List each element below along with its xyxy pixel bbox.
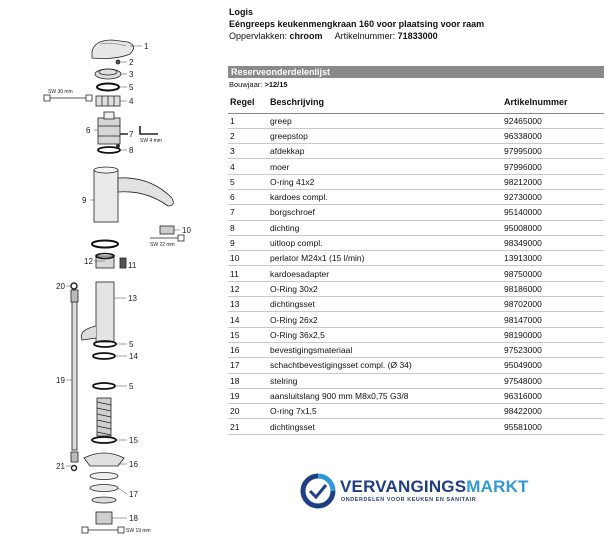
part-seal-set [71,452,78,471]
cell-beschrijving: kardoes compl. [268,189,502,204]
cell-beschrijving: schachtbevestigingsset compl. (Ø 34) [268,358,502,373]
cell-beschrijving: O-Ring 36x2,5 [268,327,502,342]
table-row [228,189,604,204]
table-row [228,159,604,174]
part-o-ring-top [97,84,119,91]
part-handle [92,40,134,59]
cell-beschrijving: afdekkap [268,144,502,159]
part-label: 12 [84,257,93,266]
part-o-ring-26 [93,353,115,359]
part-locking-screw [120,126,158,134]
surface-value: chroom [289,31,323,41]
cell-beschrijving: bevestigingsmateriaal [268,342,502,357]
article-label: Artikelnummer: [334,31,396,41]
cell-beschrijving: greepstop [268,128,502,143]
cell-regel: 13 [228,297,268,312]
cell-regel: 2 [228,128,268,143]
part-o-ring-36 [92,437,116,443]
cell-artikelnummer: 13913000 [502,251,604,266]
table-row [228,174,604,189]
table-row [228,297,604,312]
table-row [228,205,604,220]
cell-regel: 3 [228,144,268,159]
cell-artikelnummer: 95008000 [502,220,604,235]
cell-artikelnummer: 96316000 [502,388,604,403]
part-nut [96,96,120,106]
wrench-label: SW 30 mm [48,89,73,95]
cell-artikelnummer: 97548000 [502,373,604,388]
cell-artikelnummer: 97995000 [502,144,604,159]
cell-regel: 12 [228,281,268,296]
cell-beschrijving: perlator M24x1 (15 l/min) [268,251,502,266]
table-row [228,281,604,296]
part-label: 16 [129,460,138,469]
part-o-ring-lower [93,383,115,389]
table-row [228,388,604,403]
build-year-value: >12/15 [264,80,288,89]
part-label: 21 [56,462,65,471]
article-value: 71833000 [397,31,438,41]
column-header-regel: Regel [228,91,268,113]
part-label: 1 [144,42,149,51]
part-label: 13 [128,294,137,303]
part-label: 9 [82,196,87,205]
table-row [228,312,604,327]
cell-beschrijving: borgschroef [268,205,502,220]
part-label: 15 [129,436,138,445]
part-aerator [150,226,184,241]
cell-artikelnummer: 92730000 [502,189,604,204]
cell-regel: 20 [228,404,268,419]
table-row [228,342,604,357]
cell-regel: 15 [228,327,268,342]
cell-artikelnummer: 95140000 [502,205,604,220]
cell-artikelnummer: 98422000 [502,404,604,419]
part-label: 6 [86,126,91,135]
brand-name-part1: VERVANGINGS [340,477,467,496]
part-gasket [98,145,120,154]
build-year-label: Bouwjaar: [229,80,263,89]
part-label: 7 [129,130,134,139]
wrench-label: SW 22 mm [150,242,175,248]
cell-regel: 16 [228,342,268,357]
cell-artikelnummer: 95581000 [502,419,604,434]
part-cartridge [98,112,120,144]
part-handle-stop [116,60,120,64]
cell-regel: 6 [228,189,268,204]
wrench-label: SW 4 mm [140,138,162,144]
brand-name [340,477,529,497]
part-label: 18 [129,514,138,523]
table-row [228,235,604,250]
wrench-sw19-icon [82,527,124,533]
cell-artikelnummer: 98147000 [502,312,604,327]
table-row [228,144,604,159]
cell-artikelnummer: 98186000 [502,281,604,296]
cell-artikelnummer: 98190000 [502,327,604,342]
part-connection-hose [71,290,78,450]
table-row [228,251,604,266]
part-label: 17 [129,490,138,499]
surface-label: Oppervlakken: [229,31,288,41]
cell-beschrijving: O-Ring 30x2 [268,281,502,296]
document-header [229,6,599,42]
table-row [228,358,604,373]
cell-regel: 5 [228,174,268,189]
table-row [228,128,604,143]
cell-regel: 14 [228,312,268,327]
part-shaft-fixing-set [90,473,118,504]
build-year [229,80,288,90]
part-o-ring-mid [92,241,118,248]
cell-regel: 18 [228,373,268,388]
part-threaded-rod [97,398,111,436]
brand-mark-icon [300,473,336,509]
cell-beschrijving: dichtingsset [268,297,502,312]
wrench-sw30-icon [44,95,92,101]
cell-regel: 19 [228,388,268,403]
part-o-ring-small [71,283,77,289]
product-brand: Logis [229,7,253,17]
cell-artikelnummer: 98212000 [502,174,604,189]
part-label: 10 [182,226,191,235]
table-row [228,113,604,128]
part-label: 11 [128,261,137,270]
part-spout-body [94,167,173,222]
part-label: 3 [129,70,134,79]
cell-beschrijving: kardoesadapter [268,266,502,281]
table-row [228,404,604,419]
cell-beschrijving: stelring [268,373,502,388]
cell-regel: 1 [228,113,268,128]
spare-parts-table [228,91,604,435]
product-title: Eéngreeps keukenmengkraan 160 voor plaatsing voor raam [229,19,485,29]
spare-parts-table-body [228,113,604,434]
part-shaft [81,282,116,347]
cell-beschrijving: uitloop compl. [268,235,502,250]
cell-beschrijving: dichtingsset [268,419,502,434]
table-row [228,373,604,388]
table-row [228,266,604,281]
cell-artikelnummer: 98750000 [502,266,604,281]
cell-beschrijving: dichting [268,220,502,235]
cell-artikelnummer: 95049000 [502,358,604,373]
part-label: 19 [56,376,65,385]
table-row [228,419,604,434]
section-title-bar: Reserveonderdelenlijst [228,66,604,78]
cell-beschrijving: greep [268,113,502,128]
brand-tagline: ONDERDELEN VOOR KEUKEN EN SANITAIR [341,497,477,503]
brand-logo [300,471,529,511]
cell-regel: 10 [228,251,268,266]
part-cover-cap [95,69,121,79]
cell-artikelnummer: 96338000 [502,128,604,143]
cell-regel: 7 [228,205,268,220]
cell-beschrijving: moer [268,159,502,174]
column-header-beschrijving: Beschrijving [268,91,502,113]
cell-regel: 4 [228,159,268,174]
part-label: 20 [56,282,65,291]
table-row [228,327,604,342]
cell-beschrijving: aansluitslang 900 mm M8x0,75 G3/8 [268,388,502,403]
cell-artikelnummer: 92465000 [502,113,604,128]
exploded-parts-diagram [0,0,210,550]
cell-artikelnummer: 98349000 [502,235,604,250]
table-row [228,220,604,235]
part-label: 5 [129,83,134,92]
part-label: 8 [129,146,134,155]
product-meta [229,30,599,42]
part-adjusting-ring [96,512,112,524]
cell-artikelnummer: 97996000 [502,159,604,174]
brand-name-part2: MARKT [466,477,529,496]
cell-regel: 9 [228,235,268,250]
wrench-label: SW 19 mm [126,528,151,534]
cell-artikelnummer: 98702000 [502,297,604,312]
cell-regel: 21 [228,419,268,434]
part-label: 4 [129,97,134,106]
table-header-row [228,91,604,113]
part-label: 5 [129,382,134,391]
cell-beschrijving: O-ring 7x1,5 [268,404,502,419]
cell-beschrijving: O-Ring 26x2 [268,312,502,327]
cell-regel: 8 [228,220,268,235]
cell-regel: 11 [228,266,268,281]
part-label: 14 [129,352,138,361]
part-label: 5 [129,340,134,349]
cell-regel: 17 [228,358,268,373]
column-header-artikelnummer: Artikelnummer [502,91,604,113]
cell-artikelnummer: 97523000 [502,342,604,357]
part-label: 2 [129,58,134,67]
cell-beschrijving: O-ring 41x2 [268,174,502,189]
